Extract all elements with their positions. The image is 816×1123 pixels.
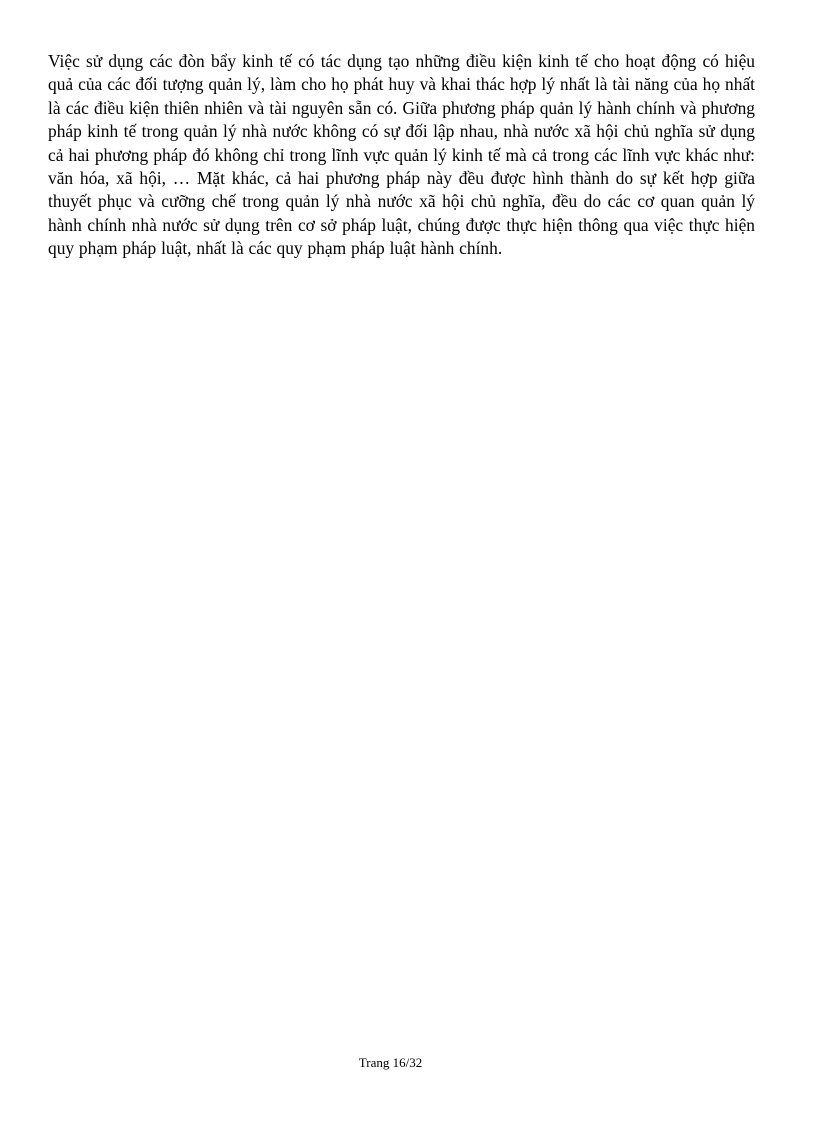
body-paragraph: Việc sử dụng các đòn bẩy kinh tế có tác dụng tạo những điều kiện kinh tế cho hoạt động có hiệu quả của các đối tượng quản lý, làm cho họ phát huy và khai thác hợp lý nhất là tài năng của họ nhất là các điều kiện thiên nhiên và tài nguyên sẵn có. Giữa phương pháp quản lý hành chính và phương pháp kinh tế trong quản lý nhà nước không có sự đối lập nhau, nhà nước xã hội chủ nghĩa sử dụng cả hai phương pháp đó không chỉ trong lĩnh vực quản lý kinh tế mà cả trong các lĩnh vực khác như: văn hóa, xã hội, … Mặt khác, cả hai phương pháp này đều được hình thành do sự kết hợp giữa thuyết phục và cưỡng chế trong quản lý nhà nước xã hội chủ nghĩa, đều do các cơ quan quản lý hành chính nhà nước sử dụng trên cơ sở pháp luật, chúng được thực hiện thông qua việc thực hiện quy phạm pháp luật, nhất là các quy phạm pháp luật hành chính. <box>48 51 755 259</box>
page-number-footer: Trang 16/32 <box>358 1055 423 1070</box>
